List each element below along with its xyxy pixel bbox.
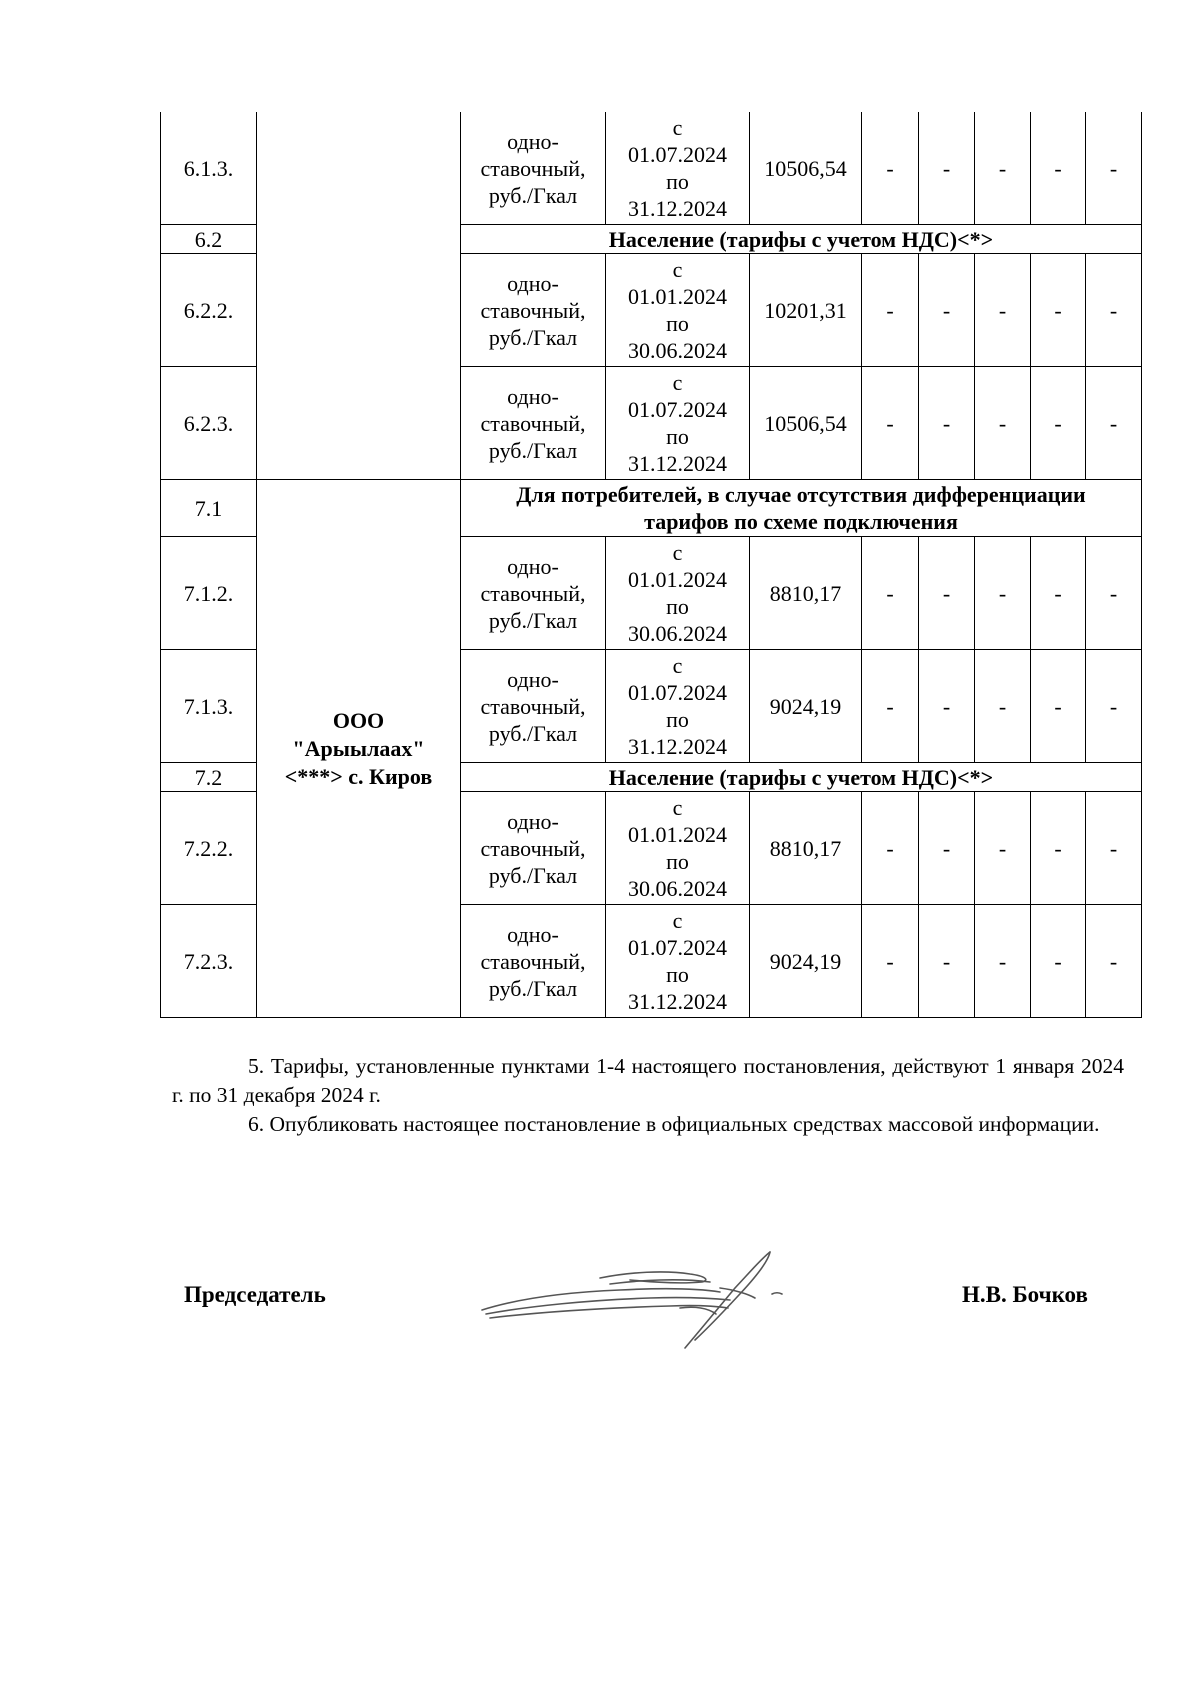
- row-number: 6.2.3.: [161, 367, 257, 480]
- tariff-period: с 01.07.2024 по 31.12.2024: [606, 650, 750, 763]
- row-number: 7.1.2.: [161, 537, 257, 650]
- tariff-type: одно- ставочный, руб./Гкал: [461, 905, 606, 1018]
- dash-cell: -: [1086, 254, 1142, 367]
- row-number: 7.1: [161, 480, 257, 537]
- dash-cell: -: [862, 112, 919, 225]
- dash-cell: -: [1086, 650, 1142, 763]
- tariff-value: 10506,54: [750, 112, 862, 225]
- tariff-type: одно- ставочный, руб./Гкал: [461, 792, 606, 905]
- dash-cell: -: [1031, 650, 1086, 763]
- paragraph-6: [172, 1110, 1124, 1139]
- tariff-period: с 01.01.2024 по 30.06.2024: [606, 537, 750, 650]
- dash-cell: -: [1031, 537, 1086, 650]
- tariff-period: с 01.01.2024 по 30.06.2024: [606, 792, 750, 905]
- tariff-value: 9024,19: [750, 650, 862, 763]
- paragraph-5-text: 5. Тарифы, установленные пунктами 1-4 настоящего постановления, действуют 1 января 2024 г. по 31 декабря 2024 г.: [172, 1054, 1124, 1107]
- dash-cell: -: [1086, 792, 1142, 905]
- row-number: 6.2: [161, 225, 257, 254]
- tariff-value: 8810,17: [750, 792, 862, 905]
- dash-cell: -: [919, 650, 975, 763]
- tariff-type: одно- ставочный, руб./Гкал: [461, 254, 606, 367]
- dash-cell: -: [862, 905, 919, 1018]
- dash-cell: -: [1086, 112, 1142, 225]
- row-number: 6.2.2.: [161, 254, 257, 367]
- dash-cell: -: [919, 112, 975, 225]
- signatory-title: Председатель: [184, 1282, 326, 1307]
- tariff-type: одно- ставочный, руб./Гкал: [461, 537, 606, 650]
- tariff-period: с 01.01.2024 по 30.06.2024: [606, 254, 750, 367]
- table-row: [161, 112, 1142, 225]
- dash-cell: -: [919, 792, 975, 905]
- dash-cell: -: [862, 537, 919, 650]
- organization-name: ООО "Арыылаах" <***> с. Киров: [257, 480, 461, 1018]
- dash-cell: -: [919, 905, 975, 1018]
- dash-cell: -: [975, 905, 1031, 1018]
- dash-cell: -: [919, 537, 975, 650]
- dash-cell: -: [1086, 537, 1142, 650]
- dash-cell: -: [1086, 367, 1142, 480]
- tariff-value: 10506,54: [750, 367, 862, 480]
- dash-cell: -: [919, 254, 975, 367]
- group-header: Для потребителей, в случае отсутствия дифференциации тарифов по схеме подключения: [461, 480, 1142, 537]
- dash-cell: -: [975, 367, 1031, 480]
- tariff-type: одно- ставочный, руб./Гкал: [461, 112, 606, 225]
- dash-cell: -: [975, 254, 1031, 367]
- dash-cell: -: [919, 367, 975, 480]
- tariff-period: с 01.07.2024 по 31.12.2024: [606, 905, 750, 1018]
- tariff-value: 10201,31: [750, 254, 862, 367]
- table-row: [161, 480, 1142, 537]
- tariff-value: 9024,19: [750, 905, 862, 1018]
- org-cell-empty: [257, 112, 461, 480]
- group-header: Население (тарифы с учетом НДС)<*>: [461, 225, 1142, 254]
- tariff-value: 8810,17: [750, 537, 862, 650]
- row-number: 7.2: [161, 763, 257, 792]
- tariff-period: с 01.07.2024 по 31.12.2024: [606, 367, 750, 480]
- dash-cell: -: [1031, 254, 1086, 367]
- row-number: 7.2.2.: [161, 792, 257, 905]
- row-number: 7.2.3.: [161, 905, 257, 1018]
- dash-cell: -: [862, 254, 919, 367]
- dash-cell: -: [862, 367, 919, 480]
- signatory-name: Н.В. Бочков: [962, 1282, 1088, 1307]
- dash-cell: -: [1031, 112, 1086, 225]
- row-number: 6.1.3.: [161, 112, 257, 225]
- dash-cell: -: [975, 537, 1031, 650]
- dash-cell: -: [1086, 905, 1142, 1018]
- tariff-type: одно- ставочный, руб./Гкал: [461, 367, 606, 480]
- tariff-table: [160, 112, 1142, 1018]
- dash-cell: -: [1031, 905, 1086, 1018]
- dash-cell: -: [975, 650, 1031, 763]
- tariff-period: с 01.07.2024 по 31.12.2024: [606, 112, 750, 225]
- dash-cell: -: [975, 112, 1031, 225]
- paragraph-5: [172, 1052, 1124, 1110]
- group-header: Население (тарифы с учетом НДС)<*>: [461, 763, 1142, 792]
- dash-cell: -: [862, 650, 919, 763]
- tariff-type: одно- ставочный, руб./Гкал: [461, 650, 606, 763]
- paragraph-6-text: 6. Опубликовать настоящее постановление в официальных средствах массовой информации.: [248, 1112, 1100, 1136]
- dash-cell: -: [862, 792, 919, 905]
- row-number: 7.1.3.: [161, 650, 257, 763]
- dash-cell: -: [975, 792, 1031, 905]
- dash-cell: -: [1031, 792, 1086, 905]
- dash-cell: -: [1031, 367, 1086, 480]
- handwritten-signature: [480, 1248, 800, 1358]
